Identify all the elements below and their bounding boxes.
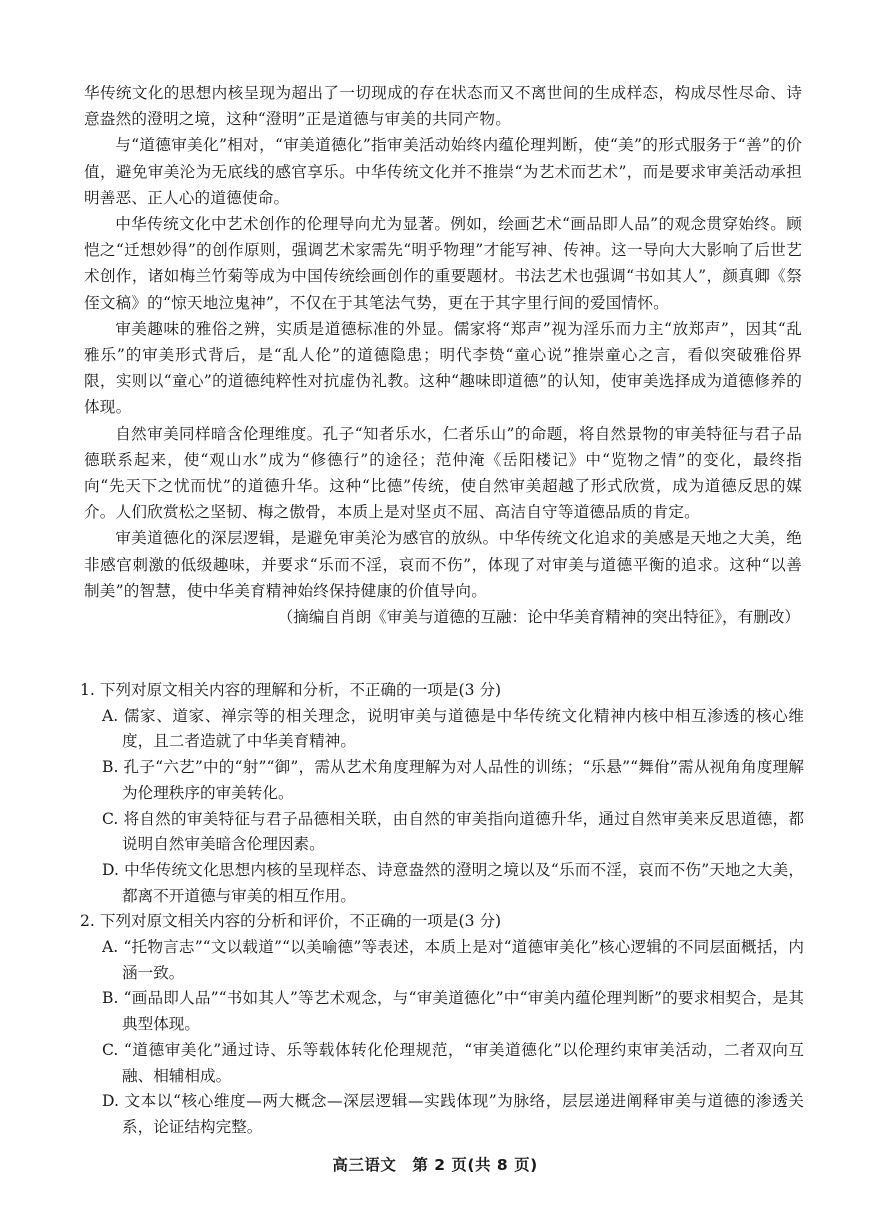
passage-paragraph: 自然审美同样暗含伦理维度。孔子“知者乐水，仁者乐山”的命题，将自然景物的审美特征与君子品德联系起来，使“观山水”成为“修德行”的途径；范仲淹《岳阳楼记》中“览物之情”的变化，最终指向“先天下之忧而忧”的道德升华。这种“比德”传统，使自然审美超越了形式欣赏，成为道德反思的媒介。人们欣赏松之坚韧、梅之傲骨，本质上是对坚贞不屈、高洁自守等道德品质的肯定。 <box>84 424 802 522</box>
passage-paragraph: 华传统文化的思想内核呈现为超出了一切现成的存在状态而又不离世间的生成样态，构成尽性尽命、诗意盎然的澄明之境，这种“澄明”正是道德与审美的共同产物。 <box>84 84 802 129</box>
option-d: D. 文本以“核心维度—两大概念—深层逻辑—实践体现”为脉络，层层递进阐释审美与道德的渗透关系，论证结构完整。 <box>102 1092 804 1136</box>
passage-paragraph: 中华传统文化中艺术创作的伦理导向尤为显著。例如，绘画艺术“画品即人品”的观念贯穿始终。顾恺之“迁想妙得”的创作原则，强调艺术家需先“明乎物理”才能写神、传神。这一导向大大影响了后世艺术创作，诸如梅兰竹菊等成为中国传统绘画创作的重要题材。书法艺术也强调“书如其人”，颜真卿《祭侄文稿》的“惊天地泣鬼神”，不仅在于其笔法气势，更在于其字里行间的爱国情怀。 <box>84 215 802 312</box>
option-d: D. 中华传统文化思想内核的呈现样态、诗意盎然的澄明之境以及“乐而不淫，哀而不伤”天地之大美，都离不开道德与审美的相互作用。 <box>102 860 804 905</box>
passage-paragraph: 审美道德化的深层逻辑，是避免审美沦为感官的放纵。中华传统文化追求的美感是天地之大美，绝非感官刺激的低级趣味，并要求“乐而不淫，哀而不伤”，体现了对审美与道德平衡的追求。这种“以善制美”的智慧，使中华美育精神始终保持健康的价值导向。 <box>84 529 802 600</box>
option-c: C. 将自然的审美特征与君子品德相关联，由自然的审美指向道德升华，通过自然审美来反思道德，都说明自然审美暗含伦理因素。 <box>102 809 804 854</box>
page-footer: 高三语文 第 2 页(共 8 页) <box>332 1156 538 1174</box>
option-a: A. “托物言志”“文以载道”“以美喻德”等表述，本质上是对“道德审美化”核心逻辑的不同层面概括，内涵一致。 <box>102 938 804 982</box>
question-stem: 1. 下列对原文相关内容的理解和分析，不正确的一项是(3 分) <box>80 681 502 699</box>
option-b: B. 孔子“六艺”中的“射”“御”，需从艺术角度理解为对人品性的训练；“乐悬”“舞佾”需从视角角度理解为伦理秩序的审美转化。 <box>102 758 804 802</box>
question-1 <box>80 678 804 909</box>
question-stem: 2. 下列对原文相关内容的分析和评价，不正确的一项是(3 分) <box>80 912 502 931</box>
passage-paragraph: 与“道德审美化”相对，“审美道德化”指审美活动始终内蕴伦理判断，使“美”的形式服务于“善”的价值，避免审美沦为无底线的感官享乐。中华传统文化并不推崇“为艺术而艺术”，而是要求审美活动承担明善恶、正人心的道德使命。 <box>84 136 802 207</box>
passage-paragraph: 审美趣味的雅俗之辨，实质是道德标准的外显。儒家将“郑声”视为淫乐而力主“放郑声”，因其“乱雅乐”的审美形式背后，是“乱人伦”的道德隐患；明代李贽“童心说”推崇童心之言，看似突破雅俗界限，实则以“童心”的道德纯粹性对抗虚伪礼教。这种“趣味即道德”的认知，使审美选择成为道德修养的体现。 <box>84 319 802 417</box>
option-b: B. “画品即人品”“书如其人”等艺术观念，与“审美道德化”中“审美内蕴伦理判断”的要求相契合，是其典型体现。 <box>102 989 804 1034</box>
reading-passage <box>84 80 802 630</box>
question-list <box>80 678 804 1141</box>
option-c: C. “道德审美化”通过诗、乐等载体转化伦理规范，“审美道德化”以伦理约束审美活动，二者双向互融、相辅相成。 <box>102 1040 804 1085</box>
passage-source: （摘编自肖朗《审美与道德的互融：论中华美育精神的突出特征》，有删改） <box>277 608 800 627</box>
option-a: A. 儒家、道家、禅宗等的相关理念，说明审美与道德是中华传统文化精神内核中相互渗透的核心维度，且二者造就了中华美育精神。 <box>102 706 804 751</box>
question-2 <box>80 909 804 1140</box>
